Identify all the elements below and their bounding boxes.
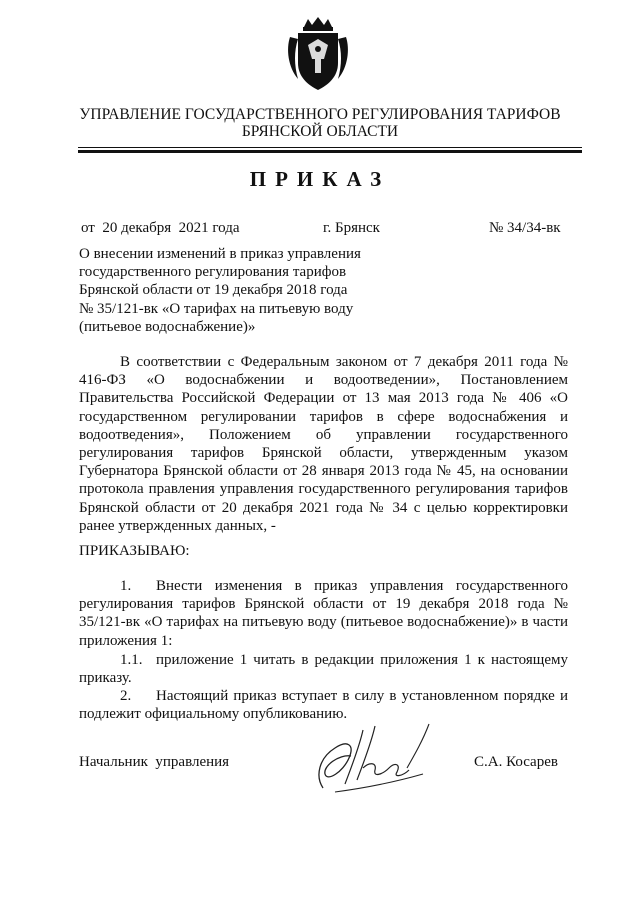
subject-line: О внесении изменений в приказ управления: [79, 246, 361, 262]
item-number: 1.: [120, 578, 132, 594]
document-subject: [79, 245, 399, 336]
item-number: 1.1.: [120, 652, 143, 668]
coat-of-arms-icon: [284, 15, 352, 93]
item-text: Внести изменения в приказ управления государственного регулирования тарифов Брянской области от 19 декабря 2018 года № 35/121-вк «О тарифах на питьевую воду (питьевое водоснабжение)» в части приложения 1:: [79, 578, 568, 649]
handwritten-signature: [305, 718, 435, 798]
subject-line: Брянской области от 19 декабря 2018 года: [79, 282, 348, 299]
item-text: приложение 1 читать в редакции приложения 1 к настоящему приказу.: [79, 652, 568, 687]
signatory-position: Начальник управления: [79, 754, 230, 770]
document-place: г. Брянск: [323, 220, 380, 236]
order-item-1-1: [79, 651, 568, 687]
document-date: от 20 декабря 2021 года: [81, 220, 240, 236]
subject-line: (питьевое водоснабжение)»: [79, 318, 256, 335]
subject-line: государственного регулирования тарифов: [79, 264, 347, 281]
signatory-name: С.А. Косарев: [474, 754, 558, 770]
item-number: 2.: [120, 688, 132, 704]
header-rule-thin: [78, 147, 582, 148]
preamble-paragraph: В соответствии с Федеральным законом от 7 декабря 2011 года № 416-ФЗ «О водоснабжении и водоотведении», Постановлением Правительства Российской Федерации от 13 мая 2013 года № 406 «О государственном регулировании тарифов в сфере водоснабжения и водоотведения», Положением об управлении государственного регулирования тарифов Брянской области, утвержденным указом Губернатора Брянской области от 28 января 2013 года № 45, на основании протокола правления управления государственного регулирования тарифов Брянской области от 20 декабря 2021 года № 34 с целью корректировки ранее утвержденных данных, -: [79, 354, 568, 534]
organization-name-line2: БРЯНСКОЙ ОБЛАСТИ: [241, 123, 399, 140]
organization-name-line1: УПРАВЛЕНИЕ ГОСУДАРСТВЕННОГО РЕГУЛИРОВАНИЯ ТАРИФОВ: [79, 106, 561, 123]
item-text: Настоящий приказ вступает в силу в установленном порядке и подлежит официальному опубликованию.: [79, 688, 568, 723]
document-number: № 34/34-вк: [489, 220, 561, 236]
header-rule-thick: [78, 150, 582, 153]
document-title: ПРИКАЗ: [249, 167, 391, 191]
subject-line: № 35/121-вк «О тарифах на питьевую воду: [79, 300, 354, 317]
order-word: ПРИКАЗЫВАЮ:: [79, 543, 190, 559]
order-item-1: [79, 577, 568, 650]
